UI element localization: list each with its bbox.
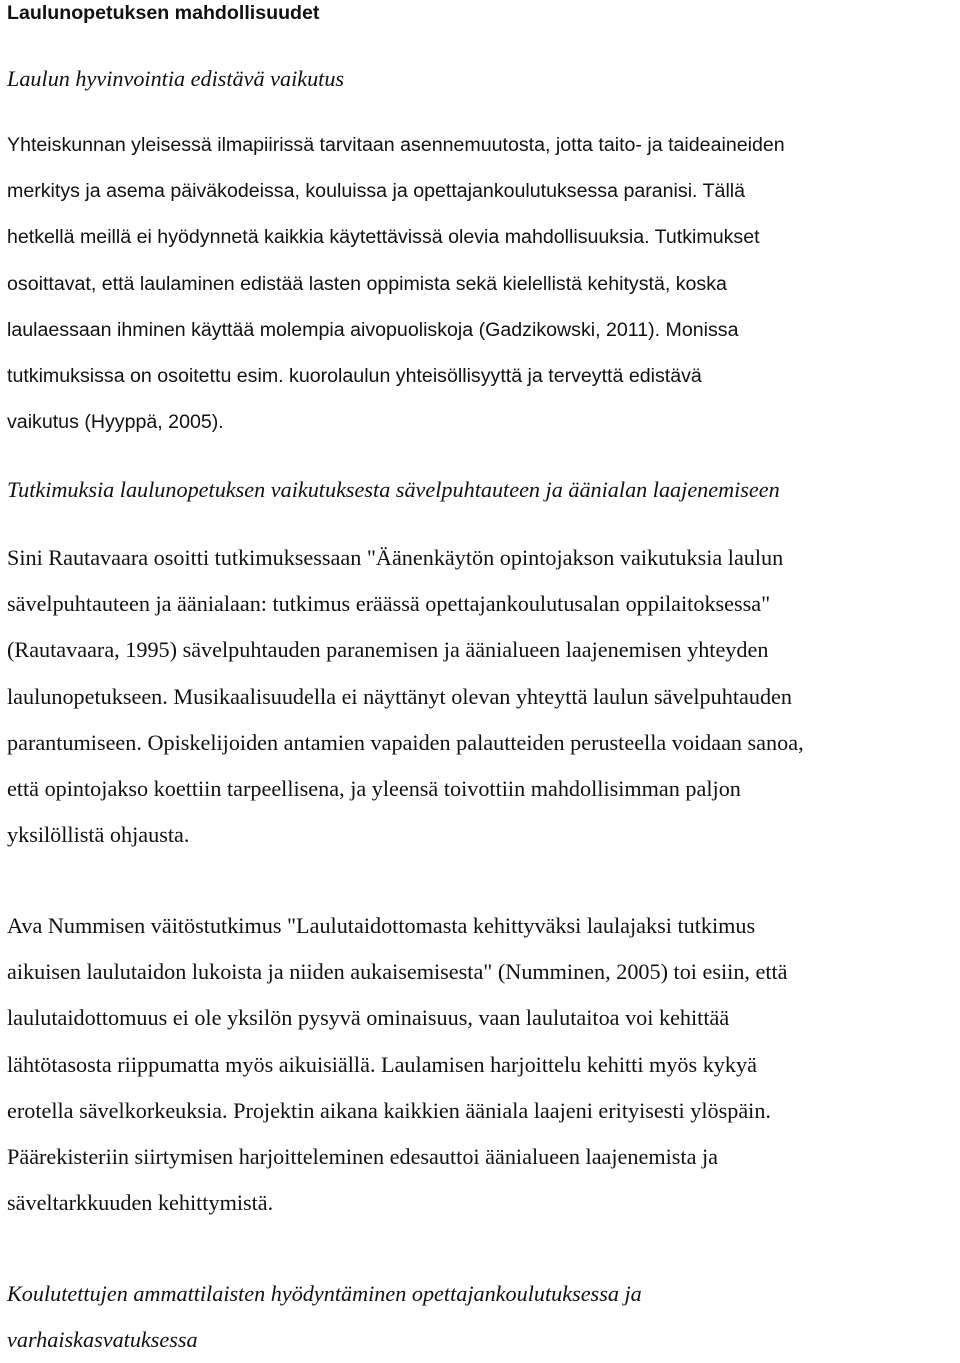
text-line: parantumiseen. Opiskelijoiden antamien vapaiden palautteiden perusteella voidaan sanoa, [7, 729, 804, 755]
text-line: laulutaidottomuus ei ole yksilön pysyvä ominaisuus, vaan laulutaitoa voi kehittää [7, 1005, 730, 1031]
section2-paragraph-1 [7, 535, 957, 858]
text-line: tutkimuksissa on osoitettu esim. kuorolaulun yhteisöllisyyttä ja terveyttä edistävä [7, 365, 702, 388]
text-line: (Rautavaara, 1995) sävelpuhtauden paranemisen ja äänialueen laajenemisen yhteyden [7, 637, 769, 663]
text-line: lähtötasosta riippumatta myös aikuisiällä. Laulamisen harjoittelu kehitti myös kykyä [7, 1051, 757, 1077]
text-line: erotella sävelkorkeuksia. Projektin aikana kaikkien ääniala laajeni erityisesti ylöspäin. [7, 1097, 771, 1123]
text-line: Ava Nummisen väitöstutkimus "Laulutaidottomasta kehittyväksi laulajaksi tutkimus [7, 913, 756, 938]
text-line: Yhteiskunnan yleisessä ilmapiirissä tarvitaan asennemuutosta, jotta taito- ja taideaineiden [7, 134, 785, 156]
text-line: säveltarkkuuden kehittymistä. [7, 1190, 274, 1216]
text-line: osoittavat, että laulaminen edistää lasten oppimista sekä kielellistä kehitystä, koska [7, 272, 727, 295]
section-heading-1: Laulun hyvinvointia edistävä vaikutus [7, 66, 345, 91]
page-title: Laulunopetuksen mahdollisuudet [7, 2, 320, 24]
section1-paragraph [7, 122, 957, 445]
section-heading-2: Tutkimuksia laulunopetuksen vaikutuksesta sävelpuhtauteen ja äänialan laajenemiseen [7, 477, 780, 502]
section2-paragraph-2 [7, 903, 957, 1226]
text-line: varhaiskasvatuksessa [7, 1327, 198, 1353]
text-line: merkitys ja asema päiväkodeissa, kouluissa ja opettajankoulutuksessa paranisi. Tällä [7, 180, 746, 203]
text-line: että opintojakso koettiin tarpeellisena, ja yleensä toivottiin mahdollisimman paljon [7, 776, 741, 802]
text-line: yksilöllistä ohjausta. [7, 822, 190, 848]
text-line: aikuisen laulutaidon lukoista ja niiden aukaisemisesta" (Numminen, 2005) toi esiin, että [7, 959, 788, 985]
text-line: Koulutettujen ammattilaisten hyödyntäminen opettajankoulutuksessa ja [7, 1281, 642, 1306]
text-line: sävelpuhtauteen ja äänialaan: tutkimus eräässä opettajankoulutusalan oppilaitoksessa" [7, 591, 771, 617]
text-line: laulaessaan ihminen käyttää molempia aivopuoliskoja (Gadzikowski, 2011). Monissa [7, 318, 739, 341]
text-line: laulunopetukseen. Musikaalisuudella ei näyttänyt olevan yhteyttä laulun sävelpuhtauden [7, 683, 792, 709]
text-line: hetkellä meillä ei hyödynnetä kaikkia käytettävissä olevia mahdollisuuksia. Tutkimukset [7, 226, 760, 249]
text-line: Sini Rautavaara osoitti tutkimuksessaan "Äänenkäytön opintojakson vaikutuksia laulun [7, 545, 784, 570]
text-line: vaikutus (Hyyppä, 2005). [7, 411, 224, 434]
text-line: Päärekisteriin siirtymisen harjoitteleminen edesauttoi äänialueen laajenemista ja [7, 1144, 718, 1170]
section-heading-3 [7, 1271, 957, 1363]
